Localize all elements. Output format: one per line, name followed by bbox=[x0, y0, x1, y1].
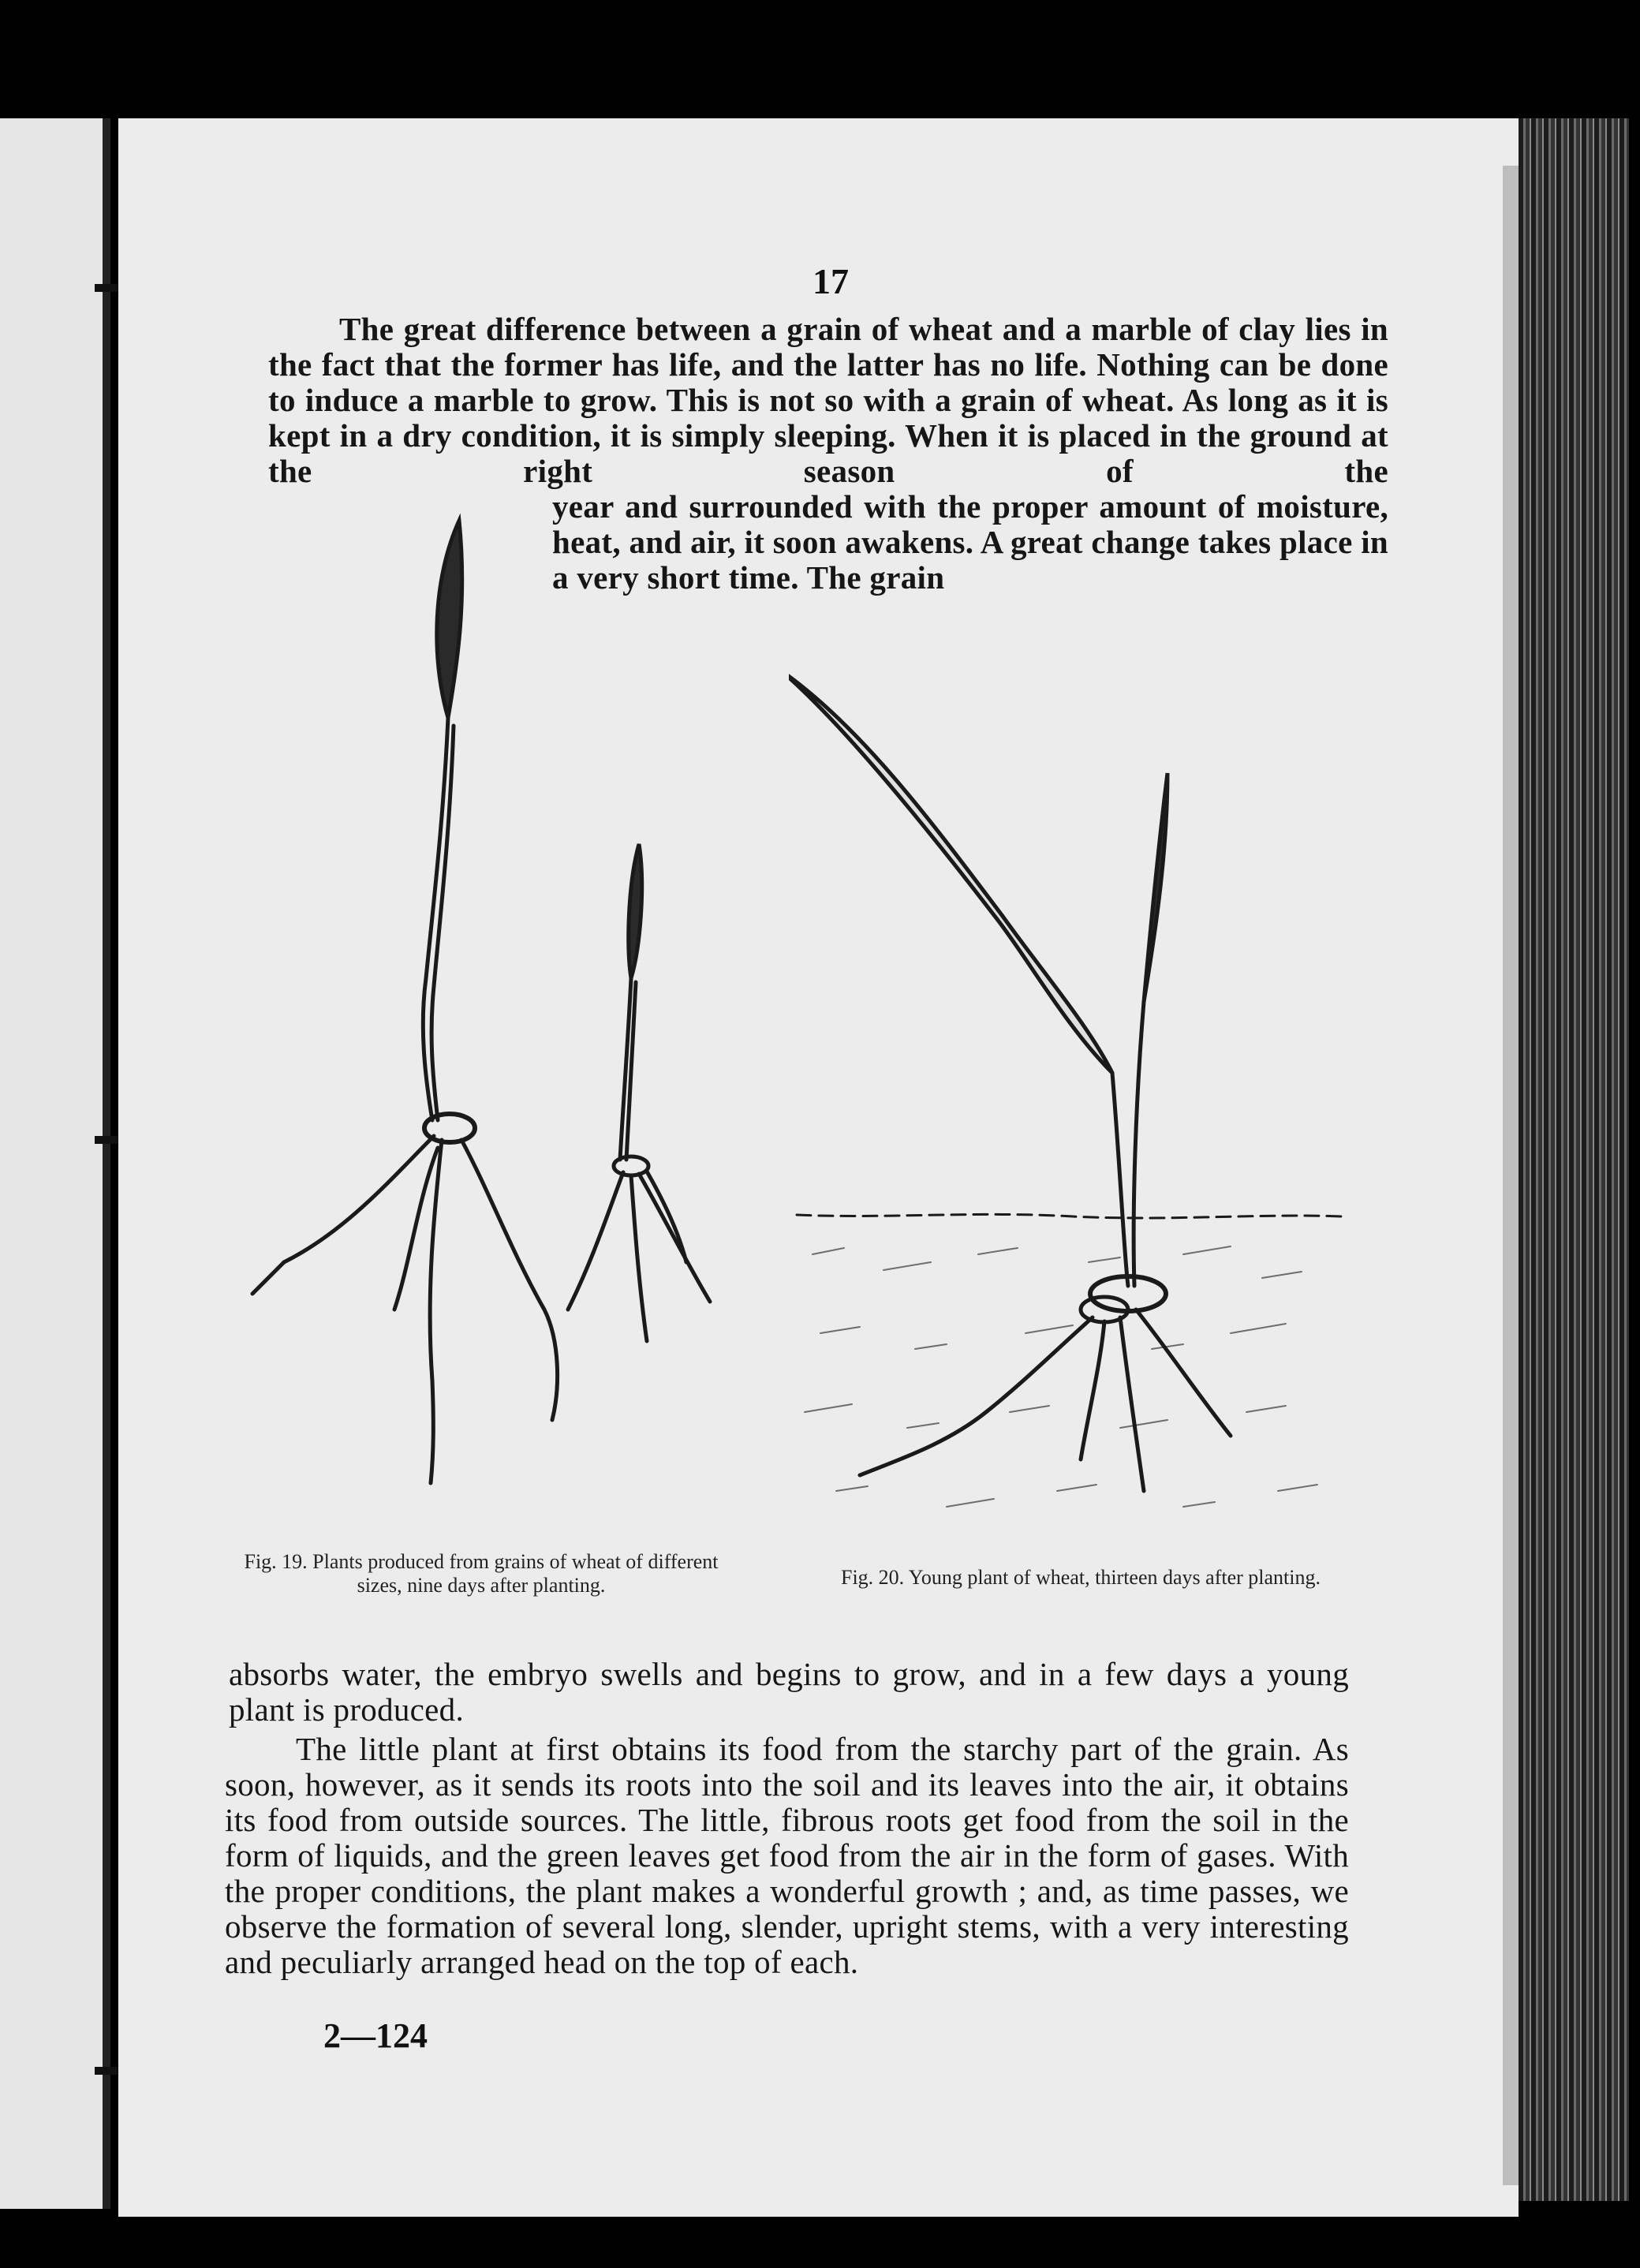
paragraph-intro-continued: year and surrounded with the proper amount of moisture, heat, and air, it soon awakens. A great change takes place in a very short time. The grain bbox=[552, 488, 1388, 596]
binding-gutter bbox=[103, 118, 110, 2209]
signature-mark: 2—124 bbox=[323, 2016, 428, 2055]
paragraph-food: The little plant at first obtains its food from the starchy part of the grain. As soon, however, as it sends its roots into the soil and its leaves into the air, it obtains its food from outside sources. The little, fibrous roots get food from the soil in the form of liquids, and the green leaves get food from the air in the form of gases. With the proper conditions, the plant makes a wonderful growth ; and, as time passes, we observe the formation of several long, slender, upright stems, with a very interesting and peculiarly arranged head on the top of each. bbox=[225, 1731, 1349, 1980]
fig20-illustration bbox=[789, 655, 1357, 1554]
fig19-illustration bbox=[237, 505, 789, 1538]
fig20-caption: Fig. 20. Young plant of wheat, thirteen days after planting. bbox=[840, 1566, 1321, 1589]
paragraph-growth: absorbs water, the embryo swells and begins to grow, and in a few days a young plant is produced. bbox=[229, 1656, 1349, 1728]
left-page-edge bbox=[0, 118, 110, 2209]
paragraph-intro: The great difference between a grain of wheat and a marble of clay lies in the fact that the former has life, and the latter has no life. Nothing can be done to induce a marble to grow. This is not so with a grain of wheat. As long as it is kept in a dry condition, it is simply sleeping. When it is placed in the ground at the right season of the bbox=[268, 311, 1388, 489]
book-edge bbox=[1519, 118, 1629, 2201]
fig19-caption: Fig. 19. Plants produced from grains of wheat of different sizes, nine days after planting. bbox=[244, 1550, 719, 1597]
page-number: 17 bbox=[813, 261, 849, 301]
